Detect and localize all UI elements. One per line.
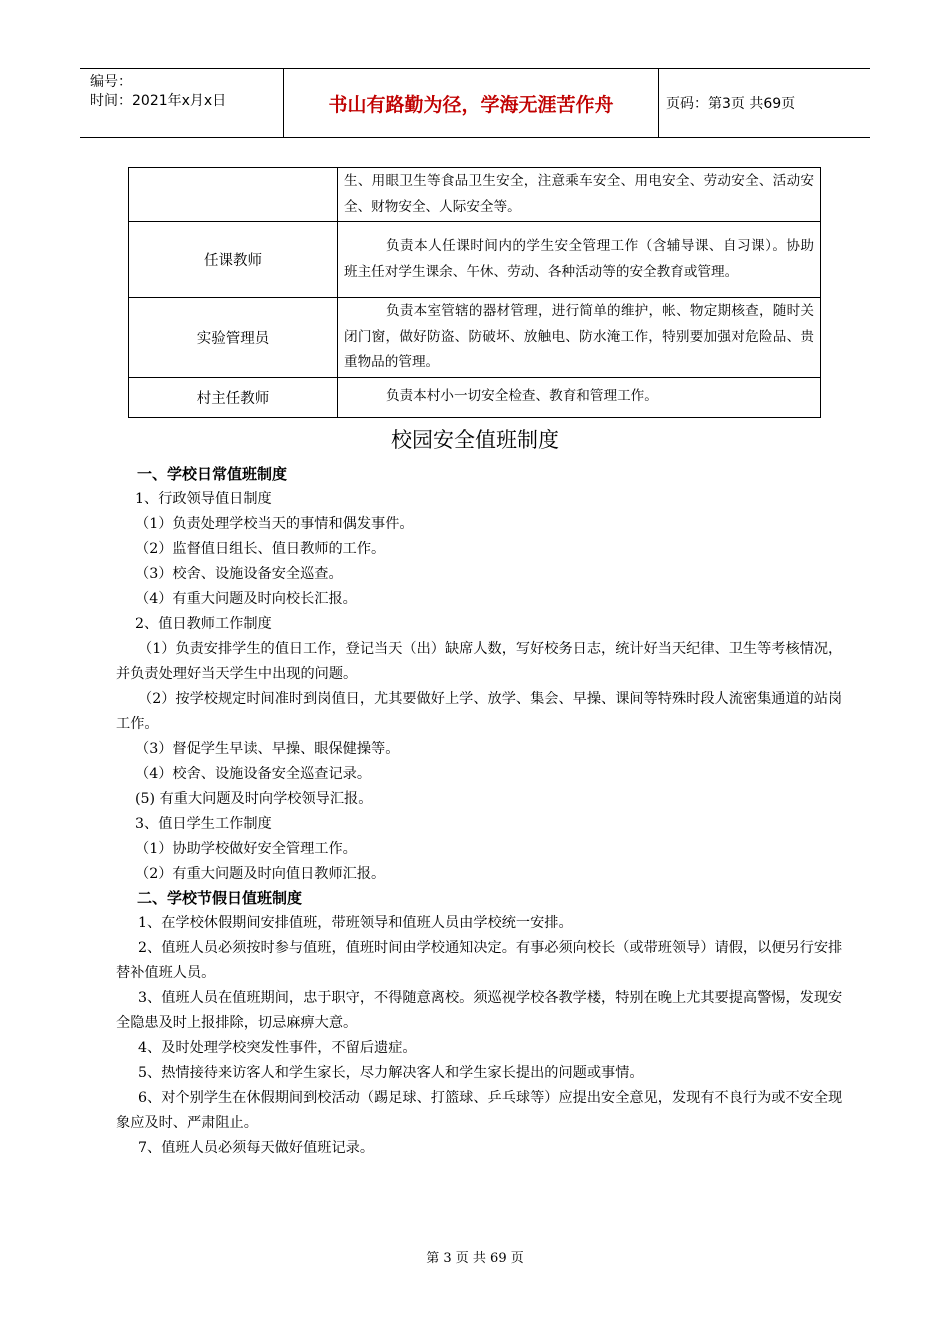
paragraph: 6、对个别学生在休假期间到校活动（踢足球、打篮球、乒乓球等）应提出安全意见，发现有不良行为或不安全现象应及时、严肃阻止。: [116, 1090, 843, 1131]
paragraph: （2）监督值日组长、值日教师的工作。: [135, 541, 386, 557]
table-row: [129, 298, 821, 378]
header-motto: 书山有路勤为径，学海无涯苦作舟: [328, 93, 614, 116]
table-row: [129, 377, 821, 417]
paragraph: （1）负责安排学生的值日工作，登记当天（出）缺席人数，写好校务日志，统计好当天纪律、卫生等考核情况，并负责处理好当天学生中出现的问题。: [116, 641, 843, 682]
paragraph: 1、行政领导值日制度: [135, 491, 272, 507]
role-cell: 村主任教师: [129, 377, 338, 417]
header-page-info: 页码：第3页 共69页: [666, 96, 796, 112]
paragraph: 4、及时处理学校突发性事件，不留后遗症。: [138, 1040, 417, 1056]
section-heading: 二、学校节假日值班制度: [137, 889, 303, 907]
desc-cell: 负责本室管辖的器材管理，进行简单的维护，帐、物定期核查，随时关闭门窗，做好防盗、防破坏、放触电、防水淹工作，特别要加强对危险品、贵重物品的管理。: [338, 298, 821, 378]
paragraph: (5) 有重大问题及时向学校领导汇报。: [135, 791, 373, 807]
paragraph: 5、热情接待来访客人和学生家长，尽力解决客人和学生家长提出的问题或事情。: [138, 1065, 644, 1081]
paragraph: 2、值班人员必须按时参与值班，值班时间由学校通知决定。有事必须向校长（或带班领导）请假，以便另行安排替补值班人员。: [116, 940, 843, 981]
desc-cell: 负责本村小一切安全检查、教育和管理工作。: [338, 377, 821, 417]
paragraph: （2）按学校规定时间准时到岗值日，尤其要做好上学、放学、集会、早操、课间等特殊时段人流密集通道的站岗工作。: [116, 691, 843, 732]
role-cell: [129, 168, 338, 222]
paragraph: 2、值日教师工作制度: [135, 616, 272, 632]
paragraph: 3、值日学生工作制度: [135, 816, 272, 832]
paragraph: （1）协助学校做好安全管理工作。: [135, 841, 357, 857]
paragraph: （4）有重大问题及时向校长汇报。: [135, 591, 357, 607]
paragraph: 1、在学校休假期间安排值班，带班领导和值班人员由学校统一安排。: [138, 915, 573, 931]
page-header: [80, 68, 870, 138]
paragraph: （1）负责处理学校当天的事情和偶发事件。: [135, 516, 414, 532]
paragraph: （3）校舍、设施设备安全巡查。: [135, 566, 343, 582]
desc-cell: 负责本人任课时间内的学生安全管理工作（含辅导课、自习课）。协助班主任对学生课余、午休、劳动、各种活动等的安全教育或管理。: [338, 222, 821, 298]
paragraph: （3）督促学生早读、早操、眼保健操等。: [135, 741, 400, 757]
paragraph: （2）有重大问题及时向值日教师汇报。: [135, 866, 386, 882]
duty-table: [128, 167, 821, 418]
table-row: [129, 168, 821, 222]
date-label: 时间：2021年x月x日: [90, 93, 227, 109]
paragraph: 3、值班人员在值班期间，忠于职守，不得随意离校。须巡视学校各教学楼，特别在晚上尤其要提高警惕，发现安全隐患及时上报排除，切忌麻痹大意。: [116, 990, 843, 1031]
header-divider: [283, 69, 284, 137]
desc-cell: 生、用眼卫生等食品卫生安全，注意乘车安全、用电安全、劳动安全、活动安全、财物安全、人际安全等。: [338, 168, 821, 222]
document-title: 校园安全值班制度: [391, 428, 559, 452]
paragraph: （4）校舍、设施设备安全巡查记录。: [135, 766, 372, 782]
number-label: 编号：: [90, 74, 132, 90]
paragraph: 7、值班人员必须每天做好值班记录。: [138, 1140, 375, 1156]
page-footer: 第 3 页 共 69 页: [426, 1251, 524, 1266]
role-cell: 实验管理员: [129, 298, 338, 378]
header-divider: [658, 69, 659, 137]
role-cell: 任课教师: [129, 222, 338, 298]
table-row: [129, 222, 821, 298]
section-heading: 一、学校日常值班制度: [137, 465, 288, 483]
header-meta: [90, 73, 226, 111]
